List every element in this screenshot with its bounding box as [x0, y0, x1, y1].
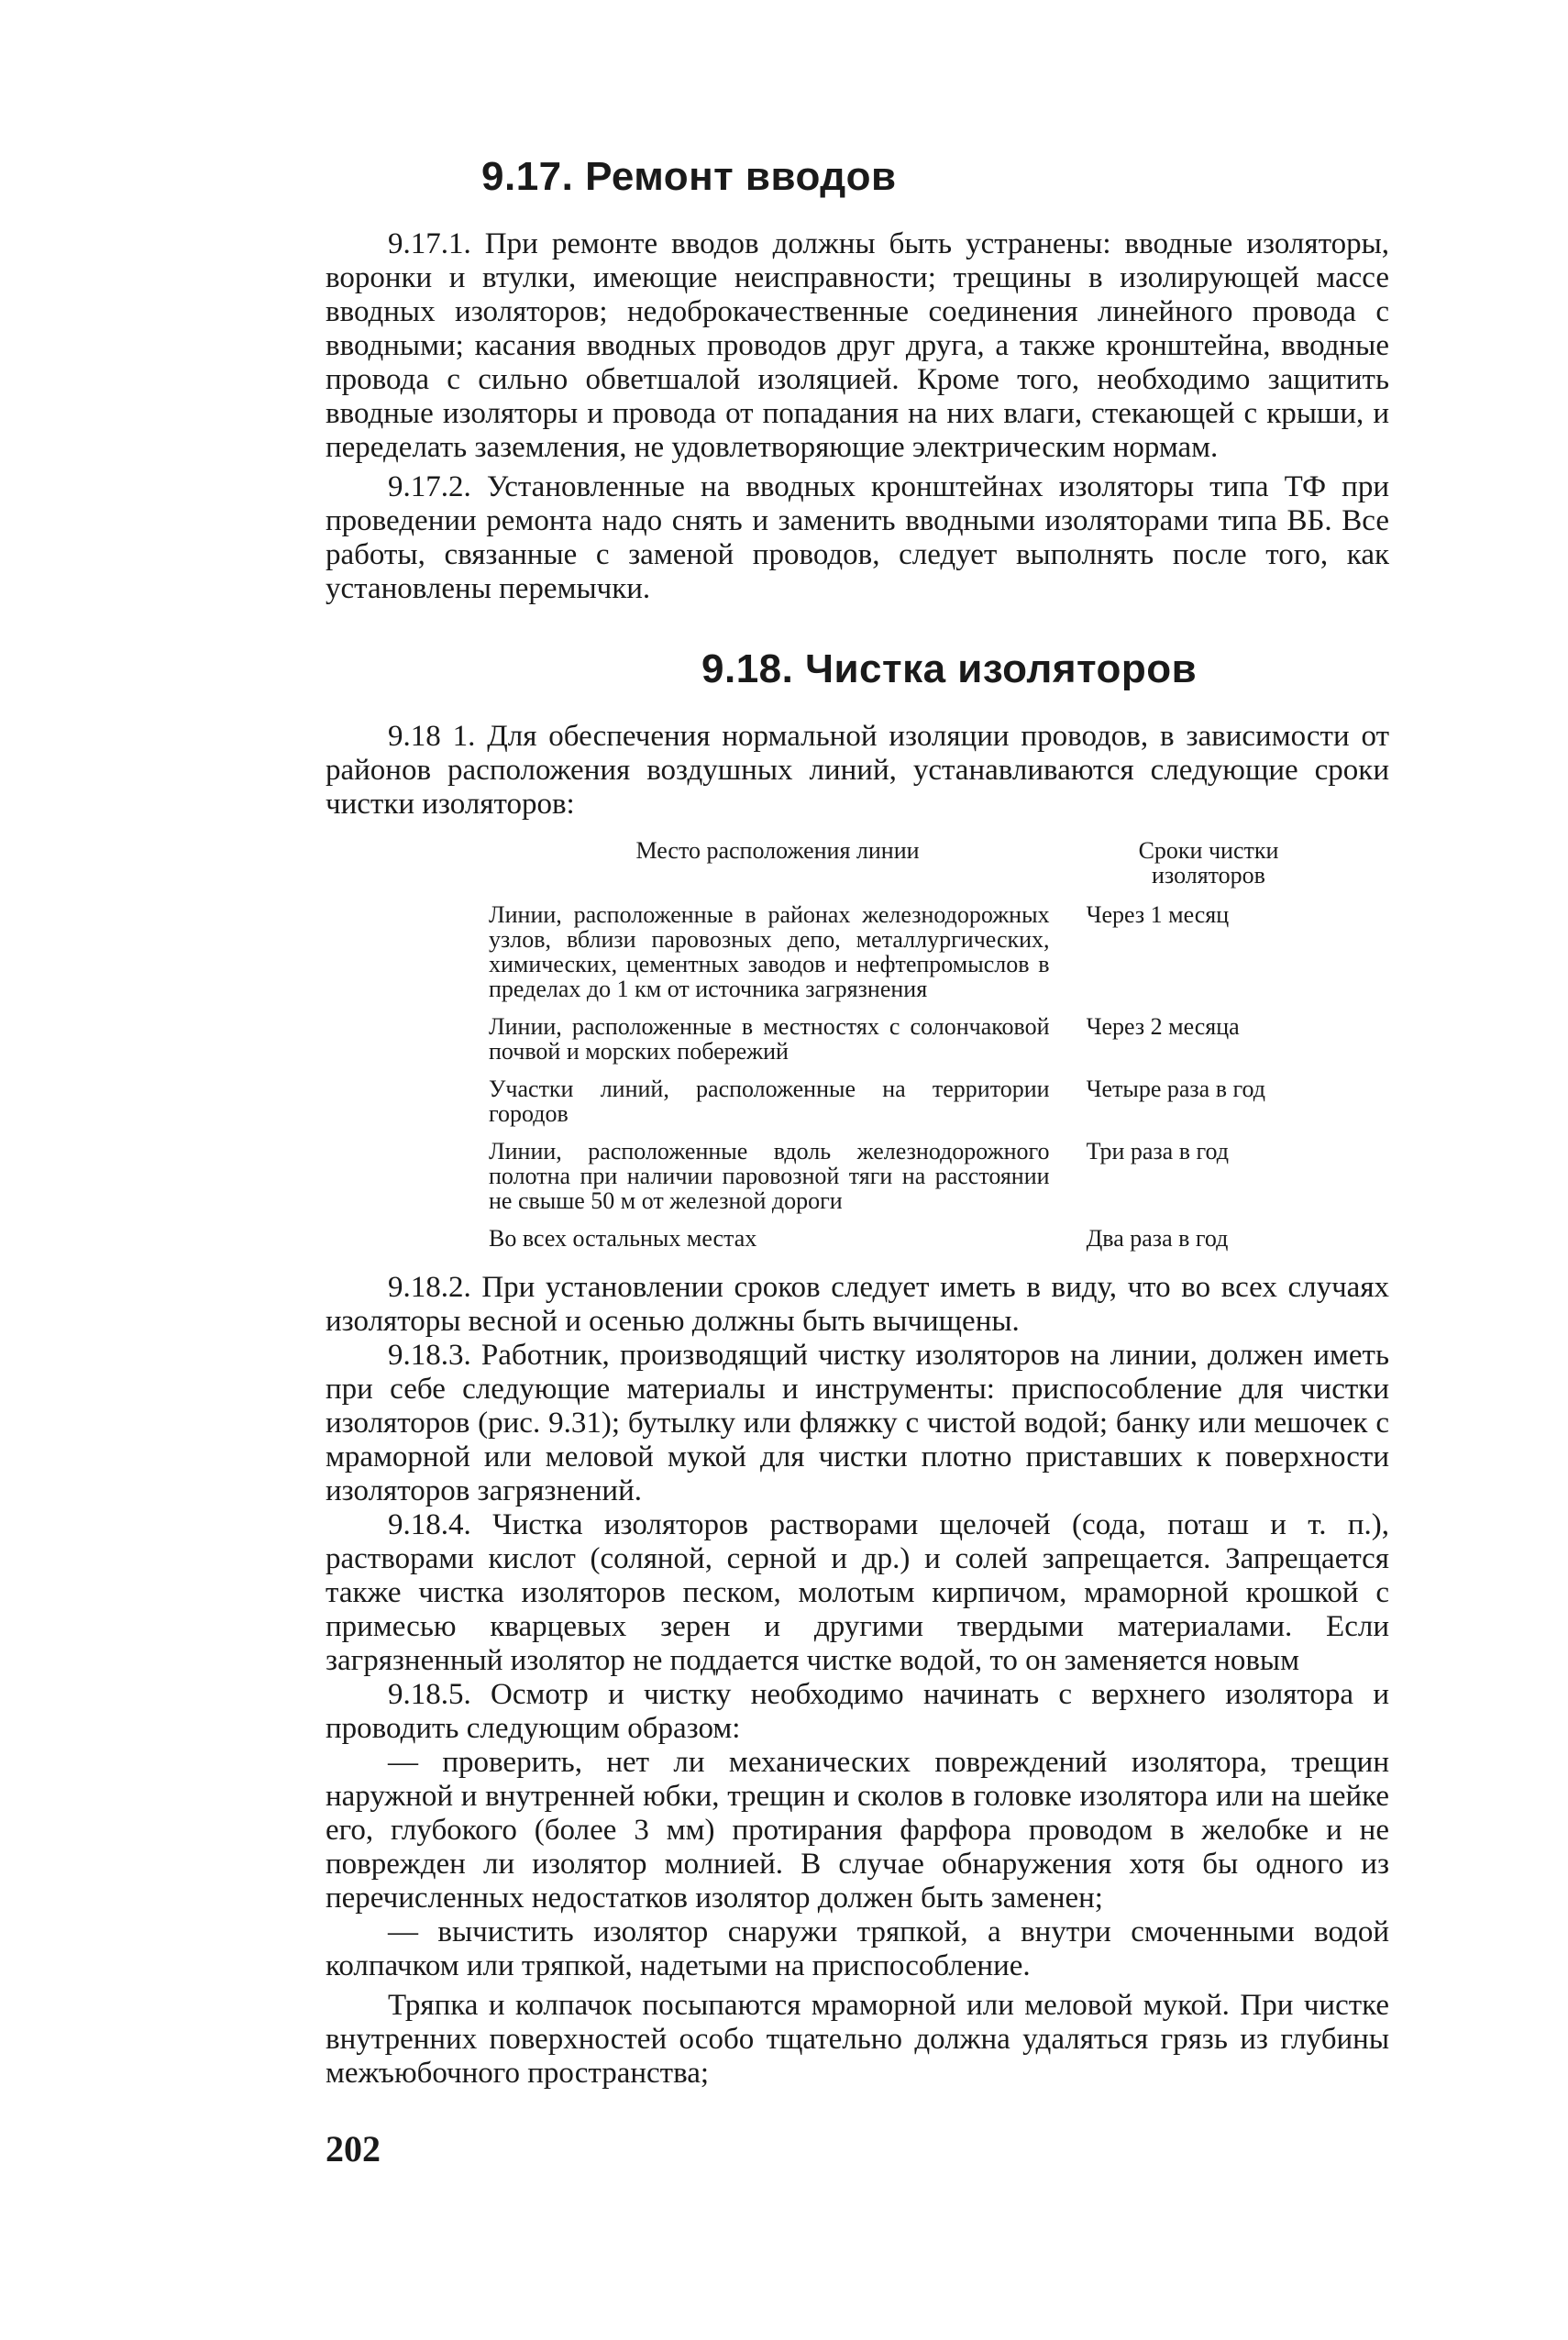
- paragraph-9-18-5: 9.18.5. Осмотр и чистку необходимо начинать с верхнего изолятора и проводить следующим образом:: [326, 1678, 1389, 1745]
- table-row: [489, 1076, 1314, 1126]
- table-row: [489, 1139, 1314, 1213]
- cleaning-schedule-table: [489, 838, 1314, 1251]
- row-term: Через 1 месяц: [1086, 901, 1230, 928]
- row-place: Линии, расположенные в районах железнодорожных узлов, вблизи паровозных депо, металлургических, химических, цементных заводов и нефтепромыслов в пределах до 1 км от источника загрязнения: [489, 901, 1050, 1002]
- row-place: Участки линий, расположенные на территории городов: [489, 1076, 1050, 1127]
- section-heading-9-17: 9.17. Ремонт вводов: [481, 154, 897, 199]
- paragraph-9-17-1: 9.17.1. При ремонте вводов должны быть устранены: вводные изоляторы, воронки и втулки, имеющие неисправности; трещины в изолирующей массе вводных изоляторов; недоброкачественные соединения линейного провода с вводными; касания вводных проводов друг друга, а также кронштейна, вводные провода с сильно обветшалой изоляцией. Кроме того, необходимо защитить вводные изоляторы и провода от попадания на них влаги, стекающей с крыши, и переделать заземления, не удовлетворяющие электрическим нормам.: [326, 227, 1389, 464]
- row-place: Во всех остальных местах: [489, 1225, 757, 1252]
- table-header: [489, 838, 1314, 888]
- row-place: Линии, расположенные вдоль железнодорожного полотна при наличии паровозной тяги на расстоянии не свыше 50 м от железной дороги: [489, 1138, 1050, 1214]
- page-number: 202: [326, 2128, 381, 2169]
- paragraph-9-18-3: 9.18.3. Работник, производящий чистку изоляторов на линии, должен иметь при себе следующие материалы и инструменты: приспособление для чистки изоляторов (рис. 9.31); бутылку или фляжку с чистой водой; банку или мешочек с мраморной или меловой мукой для чистки плотно приставших к поверхности изоляторов загрязнений.: [326, 1339, 1389, 1507]
- document-page: [326, 147, 1389, 2256]
- paragraph-clean-insulator: — вычистить изолятор снаружи тряпкой, а внутри смоченными водой колпачком или тряпкой, надетыми на приспособление.: [326, 1915, 1389, 1982]
- paragraph-9-18-1: 9.18 1. Для обеспечения нормальной изоляции проводов, в зависимости от районов расположения воздушных линий, устанавливаются следующие сроки чистки изоляторов:: [326, 720, 1389, 821]
- paragraph-9-18-4: 9.18.4. Чистка изоляторов растворами щелочей (сода, поташ и т. п.), растворами кислот (соляной, серной и др.) и солей запрещается. Запрещается также чистка изоляторов песком, молотым кирпичом, мраморной крошкой с примесью кварцевых зерен и другими твердыми материалами. Если загрязненный изолятор не поддается чистке водой, то он заменяется новым: [326, 1508, 1389, 1677]
- row-term: Три раза в год: [1086, 1138, 1229, 1164]
- paragraph-9-17-2: 9.17.2. Установленные на вводных кронштейнах изоляторы типа ТФ при проведении ремонта надо снять и заменить вводными изоляторами типа ВБ. Все работы, связанные с заменой проводов, следует выполнять после того, как установлены перемычки.: [326, 470, 1389, 605]
- row-term: Два раза в год: [1086, 1225, 1229, 1252]
- table-row: [489, 1226, 1314, 1251]
- header-place: Место расположения линии: [635, 837, 920, 864]
- table-row: [489, 902, 1314, 1001]
- section-heading-9-18: 9.18. Чистка изоляторов: [701, 646, 1198, 691]
- header-terms: Сроки чистки изоляторов: [1138, 837, 1279, 889]
- table-row: [489, 1014, 1314, 1064]
- paragraph-check-damage: — проверить, нет ли механических повреждений изолятора, трещин наружной и внутренней юбки, трещин и сколов в головке изолятора или на шейке его, глубокого (более 3 мм) протирания фарфора проводом в желобке и не поврежден ли изолятор молнией. В случае обнаружения хотя бы одного из перечисленных недостатков изолятор должен быть заменен;: [326, 1746, 1389, 1915]
- row-place: Линии, расположенные в местностях с солончаковой почвой и морских побережий: [489, 1013, 1050, 1065]
- paragraph-rag-and-cap: Тряпка и колпачок посыпаются мраморной или меловой мукой. При чистке внутренних поверхностей особо тщательно должна удаляться грязь из глубины межъюбочного пространства;: [326, 1989, 1389, 2090]
- paragraph-9-18-2: 9.18.2. При установлении сроков следует иметь в виду, что во всех случаях изоляторы весной и осенью должны быть вычищены.: [326, 1271, 1389, 1338]
- row-term: Через 2 месяца: [1086, 1013, 1240, 1040]
- row-term: Четыре раза в год: [1086, 1076, 1265, 1102]
